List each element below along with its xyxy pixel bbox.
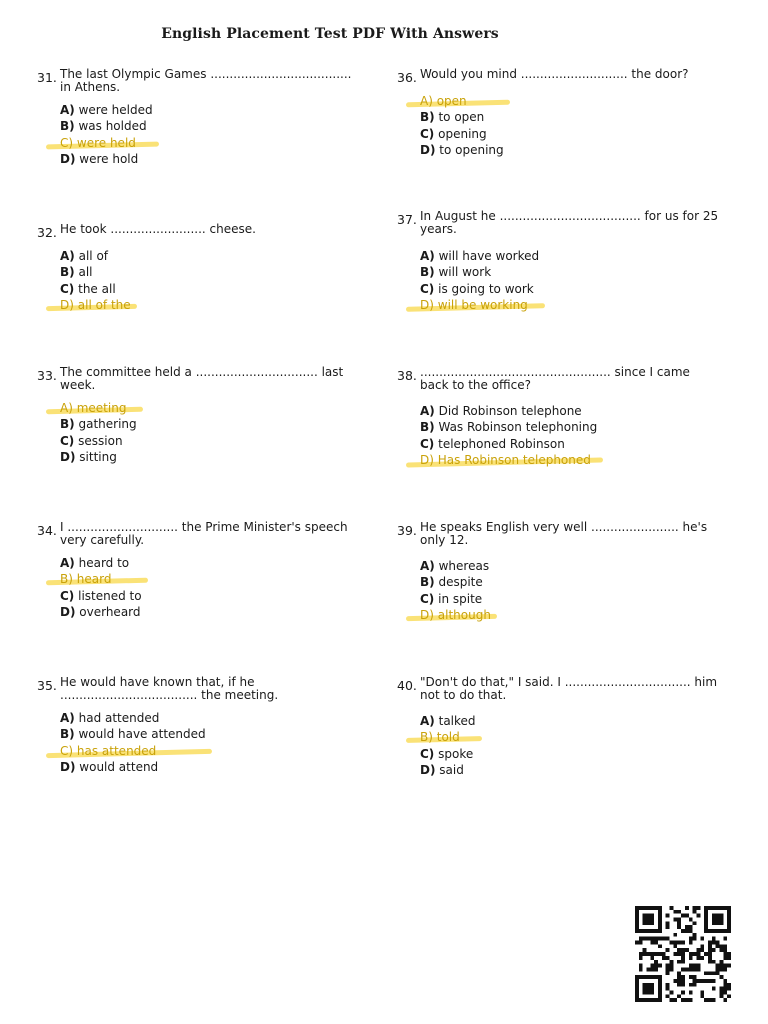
option-letter: C) xyxy=(60,433,75,448)
option-letter: A) xyxy=(420,714,435,728)
answer-option[interactable] xyxy=(420,452,597,468)
option-letter: C) xyxy=(60,743,74,758)
answer-options xyxy=(420,248,539,314)
answer-option[interactable] xyxy=(60,400,137,416)
option-letter: D) xyxy=(60,605,76,620)
option-letter: B) xyxy=(60,572,73,587)
option-letter: D) xyxy=(60,450,76,465)
option-letter: B) xyxy=(420,420,435,435)
option-letter: A) xyxy=(60,103,75,117)
answer-option[interactable] xyxy=(420,109,504,125)
option-text: was holded xyxy=(78,119,147,134)
answer-option[interactable] xyxy=(420,126,504,142)
option-letter: D) xyxy=(420,763,436,778)
option-letter: C) xyxy=(420,591,435,606)
answer-options xyxy=(60,555,142,621)
question-number: 39. xyxy=(397,523,417,538)
question-number: 37. xyxy=(397,212,417,227)
answer-option[interactable] xyxy=(60,759,206,775)
question-text: Would you mind ............................ the door? xyxy=(420,67,689,81)
answer-option[interactable] xyxy=(60,102,153,118)
answer-options xyxy=(60,710,206,776)
answer-option[interactable] xyxy=(420,248,539,264)
option-letter: D) xyxy=(420,143,436,158)
answer-option[interactable] xyxy=(60,710,206,726)
question-number: 31. xyxy=(37,70,57,85)
answer-options xyxy=(420,93,504,159)
option-text: overheard xyxy=(79,605,141,620)
option-text: will work xyxy=(438,265,492,280)
option-text: told xyxy=(436,730,460,745)
option-letter: B) xyxy=(420,575,435,590)
question-number: 36. xyxy=(397,70,417,85)
option-text: gathering xyxy=(78,417,137,432)
answer-option[interactable] xyxy=(60,248,131,264)
answer-option[interactable] xyxy=(420,403,597,419)
option-text: session xyxy=(78,433,123,448)
option-text: telephoned Robinson xyxy=(438,436,565,451)
option-text: meeting xyxy=(76,401,127,415)
option-letter: C) xyxy=(420,281,435,296)
answer-options xyxy=(420,713,476,779)
option-letter: B) xyxy=(60,119,75,134)
question-text: "Don't do that," I said. I ................................. him not to do that. xyxy=(420,675,718,702)
option-text: spoke xyxy=(438,746,474,761)
option-text: all of the xyxy=(77,298,131,313)
option-text: had attended xyxy=(78,711,160,725)
answer-option[interactable] xyxy=(420,281,539,297)
answer-option[interactable] xyxy=(420,607,491,623)
option-letter: B) xyxy=(420,730,433,745)
answer-option[interactable] xyxy=(60,118,153,134)
option-text: talked xyxy=(438,714,476,728)
answer-option[interactable] xyxy=(60,264,131,280)
answer-option[interactable] xyxy=(420,264,539,280)
option-letter: C) xyxy=(420,436,435,451)
question-text: He took ......................... cheese. xyxy=(60,222,256,236)
answer-option[interactable] xyxy=(60,604,142,620)
option-letter: A) xyxy=(420,404,435,418)
option-letter: C) xyxy=(60,588,75,603)
answer-option[interactable] xyxy=(60,743,206,759)
option-letter: A) xyxy=(60,249,75,263)
answer-options xyxy=(420,558,491,624)
answer-option[interactable] xyxy=(60,433,137,449)
option-text: all of xyxy=(78,249,109,263)
answer-option[interactable] xyxy=(60,297,131,313)
option-text: would have attended xyxy=(78,727,206,742)
option-letter: A) xyxy=(60,711,75,725)
question-text: .................................................. since I came back to the office? xyxy=(420,365,690,392)
option-letter: D) xyxy=(60,760,76,775)
option-text: heard to xyxy=(78,556,130,570)
option-letter: A) xyxy=(420,94,433,108)
question-number: 33. xyxy=(37,368,57,383)
option-text: were hold xyxy=(79,152,139,167)
option-letter: C) xyxy=(420,746,435,761)
option-letter: A) xyxy=(60,401,73,415)
answer-option[interactable] xyxy=(60,555,142,571)
option-text: will have worked xyxy=(438,249,540,263)
option-text: the all xyxy=(78,281,116,296)
answer-options xyxy=(60,102,153,168)
answer-option[interactable] xyxy=(420,762,476,778)
answer-option[interactable] xyxy=(420,436,597,452)
question-text: He speaks English very well ....................... he's only 12. xyxy=(420,520,708,547)
question-text: He would have known that, if he .................................... the meeting. xyxy=(60,675,279,702)
answer-option[interactable] xyxy=(60,135,153,151)
answer-option[interactable] xyxy=(420,591,491,607)
answer-option[interactable] xyxy=(60,151,153,167)
question-number: 35. xyxy=(37,678,57,693)
option-letter: D) xyxy=(420,453,434,468)
answer-option[interactable] xyxy=(60,449,137,465)
option-letter: B) xyxy=(420,110,435,125)
option-letter: B) xyxy=(60,417,75,432)
option-text: whereas xyxy=(438,559,490,573)
answer-option[interactable] xyxy=(420,558,491,574)
option-text: listened to xyxy=(78,588,142,603)
option-letter: C) xyxy=(60,135,74,150)
option-text: sitting xyxy=(79,450,117,465)
question-number: 32. xyxy=(37,225,57,240)
answer-option[interactable] xyxy=(60,571,142,587)
option-text: although xyxy=(437,608,491,623)
question-number: 34. xyxy=(37,523,57,538)
answer-option[interactable] xyxy=(420,419,597,435)
option-text: has attended xyxy=(76,743,157,758)
answer-option[interactable] xyxy=(60,726,206,742)
question-number: 40. xyxy=(397,678,417,693)
answer-option[interactable] xyxy=(60,416,137,432)
option-letter: C) xyxy=(60,281,75,296)
option-text: Has Robinson telephoned xyxy=(437,453,591,468)
option-letter: D) xyxy=(60,152,76,167)
option-letter: D) xyxy=(60,298,74,313)
answer-option[interactable] xyxy=(420,142,504,158)
option-text: were helded xyxy=(78,103,153,117)
option-text: to opening xyxy=(439,143,504,158)
answer-options xyxy=(420,403,597,469)
option-text: Was Robinson telephoning xyxy=(438,420,598,435)
question-number: 38. xyxy=(397,368,417,383)
question-text: In August he ..................................... for us for 25 years. xyxy=(420,209,719,236)
answer-option[interactable] xyxy=(420,93,504,109)
option-text: all xyxy=(78,265,93,280)
option-letter: C) xyxy=(420,126,435,141)
option-text: is going to work xyxy=(438,281,534,296)
answer-options xyxy=(60,400,137,466)
answer-option[interactable] xyxy=(420,574,491,590)
qr-code-icon[interactable] xyxy=(632,906,734,1002)
option-text: will be working xyxy=(437,298,528,313)
answer-option[interactable] xyxy=(420,746,476,762)
option-letter: D) xyxy=(420,298,434,313)
option-text: said xyxy=(439,763,464,778)
option-letter: B) xyxy=(60,265,75,280)
option-letter: B) xyxy=(420,265,435,280)
answer-option[interactable] xyxy=(420,297,539,313)
question-text: The last Olympic Games ..................................... in Athens. xyxy=(60,67,352,94)
option-text: in spite xyxy=(438,591,483,606)
page-title: English Placement Test PDF With Answers xyxy=(161,26,499,42)
option-text: open xyxy=(436,94,467,108)
option-text: Did Robinson telephone xyxy=(438,404,582,418)
answer-option[interactable] xyxy=(60,588,142,604)
option-text: were held xyxy=(76,135,136,150)
answer-option[interactable] xyxy=(420,729,476,745)
option-letter: A) xyxy=(420,559,435,573)
option-text: to open xyxy=(438,110,485,125)
answer-option[interactable] xyxy=(60,281,131,297)
answer-options xyxy=(60,248,131,314)
option-letter: B) xyxy=(60,727,75,742)
option-text: opening xyxy=(438,126,487,141)
question-text: I ............................. the Prime Minister's speech very carefully. xyxy=(60,520,348,547)
answer-option[interactable] xyxy=(420,713,476,729)
question-text: The committee held a ................................ last week. xyxy=(60,365,344,392)
option-text: despite xyxy=(438,575,483,590)
option-text: would attend xyxy=(79,760,159,775)
option-letter: A) xyxy=(420,249,435,263)
option-text: heard xyxy=(76,572,112,587)
option-letter: D) xyxy=(420,608,434,623)
option-letter: A) xyxy=(60,556,75,570)
